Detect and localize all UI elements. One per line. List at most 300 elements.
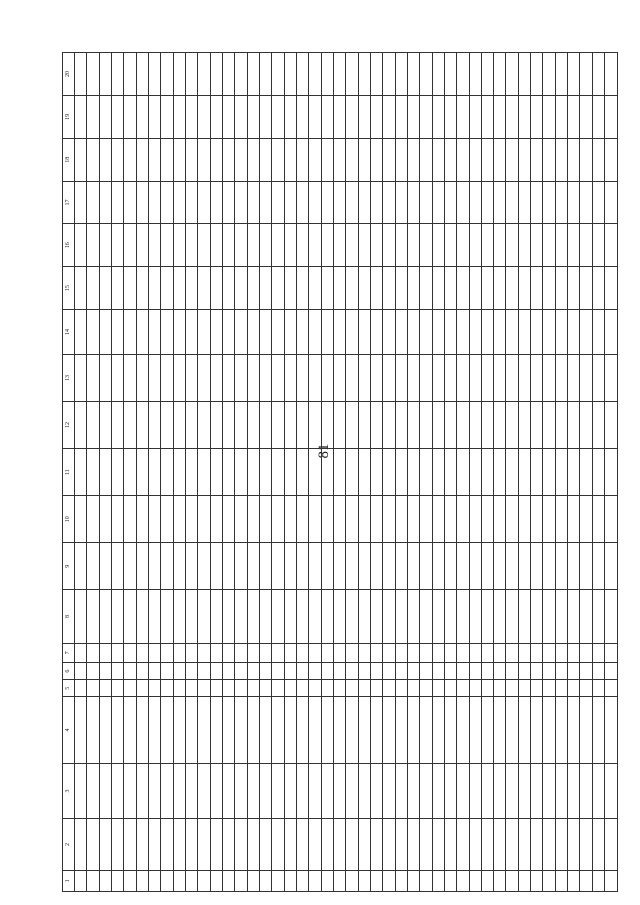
- table-cell: [543, 663, 555, 680]
- table-row: [296, 53, 308, 892]
- table-cell: [210, 224, 222, 267]
- table-cell: [395, 449, 407, 496]
- table-cell: [568, 309, 580, 354]
- table-cell: [370, 496, 382, 543]
- table-cell: [444, 590, 456, 644]
- table-cell: [444, 763, 456, 819]
- table-cell: [506, 680, 518, 697]
- table-cell: [185, 819, 197, 870]
- table-cell: [309, 496, 321, 543]
- table-row: [333, 53, 345, 892]
- table-cell: [198, 870, 210, 891]
- table-cell: [111, 763, 123, 819]
- table-cell: [432, 309, 444, 354]
- table-cell: [555, 643, 567, 662]
- table-cell: [469, 53, 481, 96]
- table-cell: [506, 267, 518, 310]
- table-cell: [358, 309, 370, 354]
- table-cell: [432, 697, 444, 763]
- table-cell: [247, 763, 259, 819]
- table-cell: [99, 680, 111, 697]
- table-cell: [481, 53, 493, 96]
- table-cell: [543, 543, 555, 590]
- table-cell: [580, 401, 592, 448]
- column-number: 8: [63, 590, 75, 644]
- table-cell: [605, 763, 618, 819]
- table-cell: [555, 138, 567, 181]
- table-cell: [161, 680, 173, 697]
- table-cell: [333, 309, 345, 354]
- table-cell: [235, 138, 247, 181]
- table-cell: [531, 496, 543, 543]
- table-cell: [346, 354, 358, 401]
- table-cell: [173, 496, 185, 543]
- table-cell: [87, 354, 99, 401]
- table-cell: [506, 763, 518, 819]
- table-cell: [259, 53, 271, 96]
- table-cell: [185, 496, 197, 543]
- table-cell: [87, 663, 99, 680]
- table-cell: [173, 267, 185, 310]
- table-cell: [210, 543, 222, 590]
- table-cell: [75, 543, 87, 590]
- table-cell: [605, 543, 618, 590]
- table-cell: [148, 354, 160, 401]
- table-cell: [259, 680, 271, 697]
- table-cell: [235, 680, 247, 697]
- table-cell: [420, 267, 432, 310]
- column-number: 14: [63, 309, 75, 354]
- table-cell: [124, 496, 136, 543]
- table-cell: [580, 224, 592, 267]
- table-cell: [592, 870, 604, 891]
- table-cell: [605, 354, 618, 401]
- table-cell: [148, 496, 160, 543]
- table-cell: [592, 354, 604, 401]
- table-cell: [518, 697, 530, 763]
- table-cell: [469, 224, 481, 267]
- table-cell: [136, 401, 148, 448]
- table-cell: [185, 663, 197, 680]
- table-cell: [173, 354, 185, 401]
- table-cell: [296, 543, 308, 590]
- table-cell: [321, 181, 333, 224]
- table-cell: [148, 309, 160, 354]
- table-cell: [518, 819, 530, 870]
- table-cell: [161, 449, 173, 496]
- table-cell: [370, 819, 382, 870]
- table-cell: [407, 224, 419, 267]
- table-cell: [333, 763, 345, 819]
- table-cell: [161, 224, 173, 267]
- table-cell: [235, 763, 247, 819]
- table-cell: [383, 449, 395, 496]
- table-cell: [235, 401, 247, 448]
- table-cell: [358, 763, 370, 819]
- table-cell: [580, 680, 592, 697]
- table-cell: [383, 697, 395, 763]
- table-cell: [555, 449, 567, 496]
- table-cell: [210, 697, 222, 763]
- table-cell: [346, 819, 358, 870]
- table-cell: [136, 496, 148, 543]
- table-cell: [370, 224, 382, 267]
- table-cell: [99, 138, 111, 181]
- table-cell: [407, 138, 419, 181]
- table-cell: [235, 697, 247, 763]
- table-cell: [247, 697, 259, 763]
- table-cell: [296, 496, 308, 543]
- table-cell: [358, 819, 370, 870]
- table-cell: [259, 401, 271, 448]
- table-cell: [222, 95, 234, 138]
- table-cell: [198, 763, 210, 819]
- table-cell: [407, 643, 419, 662]
- table-cell: [444, 267, 456, 310]
- table-cell: [358, 449, 370, 496]
- table-cell: [506, 543, 518, 590]
- table-cell: [432, 401, 444, 448]
- table-cell: [210, 763, 222, 819]
- table-cell: [185, 643, 197, 662]
- table-cell: [469, 401, 481, 448]
- table-cell: [87, 496, 99, 543]
- table-cell: [555, 95, 567, 138]
- table-cell: [296, 53, 308, 96]
- table-cell: [87, 224, 99, 267]
- table-cell: [87, 53, 99, 96]
- table-cell: [370, 401, 382, 448]
- table-cell: [296, 697, 308, 763]
- table-cell: [333, 181, 345, 224]
- table-cell: [531, 95, 543, 138]
- table-cell: [346, 663, 358, 680]
- table-row: [457, 53, 469, 892]
- table-cell: [370, 870, 382, 891]
- table-cell: [555, 224, 567, 267]
- table-cell: [580, 354, 592, 401]
- table-cell: [592, 763, 604, 819]
- table-cell: [383, 354, 395, 401]
- table-cell: [555, 401, 567, 448]
- table-cell: [481, 496, 493, 543]
- table-cell: [605, 267, 618, 310]
- table-cell: [420, 181, 432, 224]
- table-cell: [185, 224, 197, 267]
- table-cell: [75, 181, 87, 224]
- table-cell: [198, 138, 210, 181]
- table-cell: [543, 449, 555, 496]
- table-cell: [531, 449, 543, 496]
- table-cell: [420, 543, 432, 590]
- table-cell: [87, 309, 99, 354]
- table-cell: [395, 763, 407, 819]
- table-cell: [568, 53, 580, 96]
- table-row: [75, 53, 87, 892]
- table-cell: [592, 590, 604, 644]
- table-row: [284, 53, 296, 892]
- table-cell: [333, 680, 345, 697]
- table-cell: [555, 870, 567, 891]
- table-cell: [407, 449, 419, 496]
- table-cell: [124, 449, 136, 496]
- table-cell: [543, 138, 555, 181]
- table-cell: [568, 181, 580, 224]
- table-cell: [444, 819, 456, 870]
- table-cell: [161, 53, 173, 96]
- table-cell: [543, 224, 555, 267]
- table-cell: [259, 870, 271, 891]
- table-cell: [185, 543, 197, 590]
- table-row: [247, 53, 259, 892]
- table-cell: [395, 680, 407, 697]
- table-cell: [309, 680, 321, 697]
- table-cell: [506, 53, 518, 96]
- table-cell: [148, 267, 160, 310]
- data-table: [62, 52, 618, 892]
- table-cell: [333, 53, 345, 96]
- table-cell: [432, 870, 444, 891]
- table-row: [531, 53, 543, 892]
- table-cell: [173, 590, 185, 644]
- table-cell: [321, 697, 333, 763]
- table-cell: [518, 401, 530, 448]
- table-cell: [370, 138, 382, 181]
- column-number: 20: [63, 53, 75, 96]
- table-cell: [506, 224, 518, 267]
- table-cell: [75, 53, 87, 96]
- table-cell: [148, 543, 160, 590]
- table-cell: [481, 819, 493, 870]
- table-cell: [161, 697, 173, 763]
- table-cell: [346, 181, 358, 224]
- table-cell: [210, 401, 222, 448]
- column-number: 5: [63, 680, 75, 697]
- table-cell: [321, 224, 333, 267]
- table-cell: [346, 401, 358, 448]
- table-cell: [309, 401, 321, 448]
- table-cell: [407, 95, 419, 138]
- table-cell: [148, 643, 160, 662]
- table-cell: [333, 697, 345, 763]
- table-cell: [259, 663, 271, 680]
- table-cell: [247, 267, 259, 310]
- table-cell: [321, 267, 333, 310]
- column-number: 18: [63, 138, 75, 181]
- table-cell: [605, 870, 618, 891]
- column-number: 16: [63, 224, 75, 267]
- table-cell: [444, 663, 456, 680]
- table-cell: [592, 663, 604, 680]
- table-cell: [198, 543, 210, 590]
- table-cell: [555, 663, 567, 680]
- table-cell: [136, 354, 148, 401]
- table-cell: [457, 267, 469, 310]
- table-cell: [259, 697, 271, 763]
- table-cell: [543, 680, 555, 697]
- table-cell: [296, 224, 308, 267]
- table-cell: [407, 590, 419, 644]
- table-row: [555, 53, 567, 892]
- table-cell: [87, 590, 99, 644]
- table-cell: [469, 590, 481, 644]
- table-cell: [457, 697, 469, 763]
- table-cell: [259, 138, 271, 181]
- table-cell: [469, 138, 481, 181]
- table-cell: [383, 53, 395, 96]
- table-cell: [235, 870, 247, 891]
- table-cell: [198, 496, 210, 543]
- table-cell: [481, 267, 493, 310]
- table-cell: [321, 138, 333, 181]
- table-cell: [296, 449, 308, 496]
- table-cell: [222, 496, 234, 543]
- table-cell: [518, 224, 530, 267]
- table-cell: [346, 138, 358, 181]
- table-cell: [469, 663, 481, 680]
- table-cell: [395, 543, 407, 590]
- table-row: [481, 53, 493, 892]
- column-number: 7: [63, 643, 75, 662]
- table-cell: [420, 354, 432, 401]
- table-cell: [75, 496, 87, 543]
- table-cell: [272, 680, 284, 697]
- table-cell: [358, 267, 370, 310]
- table-cell: [124, 181, 136, 224]
- table-cell: [506, 819, 518, 870]
- table-cell: [346, 680, 358, 697]
- table-cell: [173, 53, 185, 96]
- table-cell: [284, 763, 296, 819]
- table-cell: [370, 95, 382, 138]
- table-cell: [309, 449, 321, 496]
- table-cell: [210, 643, 222, 662]
- table-cell: [481, 543, 493, 590]
- table-cell: [432, 181, 444, 224]
- table-cell: [284, 590, 296, 644]
- table-cell: [444, 401, 456, 448]
- table-cell: [87, 870, 99, 891]
- table-cell: [580, 663, 592, 680]
- table-cell: [321, 496, 333, 543]
- table-cell: [321, 449, 333, 496]
- table-cell: [321, 680, 333, 697]
- table-cell: [420, 401, 432, 448]
- table-cell: [309, 643, 321, 662]
- table-cell: [247, 181, 259, 224]
- table-cell: [568, 401, 580, 448]
- table-cell: [333, 95, 345, 138]
- table-cell: [148, 181, 160, 224]
- table-cell: [87, 181, 99, 224]
- table-cell: [99, 643, 111, 662]
- table-cell: [432, 138, 444, 181]
- table-cell: [358, 643, 370, 662]
- table-cell: [309, 763, 321, 819]
- table-cell: [161, 819, 173, 870]
- table-cell: [395, 496, 407, 543]
- table-cell: [210, 590, 222, 644]
- table-cell: [309, 354, 321, 401]
- table-cell: [555, 181, 567, 224]
- table-cell: [173, 763, 185, 819]
- table-cell: [309, 53, 321, 96]
- table-cell: [358, 680, 370, 697]
- table-cell: [481, 95, 493, 138]
- table-cell: [543, 181, 555, 224]
- table-cell: [580, 763, 592, 819]
- table-cell: [284, 95, 296, 138]
- table-cell: [568, 819, 580, 870]
- table-row: [518, 53, 530, 892]
- column-number: 13: [63, 354, 75, 401]
- table-cell: [395, 819, 407, 870]
- table-cell: [469, 95, 481, 138]
- table-cell: [457, 309, 469, 354]
- table-cell: [518, 267, 530, 310]
- table-cell: [531, 680, 543, 697]
- table-cell: [605, 680, 618, 697]
- table-cell: [555, 309, 567, 354]
- table-row: [494, 53, 506, 892]
- table-cell: [346, 53, 358, 96]
- table-cell: [173, 138, 185, 181]
- table-cell: [247, 309, 259, 354]
- table-cell: [494, 763, 506, 819]
- table-cell: [592, 401, 604, 448]
- table-cell: [407, 543, 419, 590]
- table-cell: [555, 819, 567, 870]
- table-cell: [136, 224, 148, 267]
- table-cell: [568, 663, 580, 680]
- table-cell: [75, 224, 87, 267]
- table-cell: [506, 496, 518, 543]
- table-cell: [111, 663, 123, 680]
- table-cell: [420, 643, 432, 662]
- table-cell: [333, 643, 345, 662]
- table-cell: [284, 697, 296, 763]
- table-cell: [296, 643, 308, 662]
- table-cell: [161, 643, 173, 662]
- table-cell: [222, 401, 234, 448]
- table-cell: [407, 663, 419, 680]
- table-cell: [124, 53, 136, 96]
- table-cell: [457, 95, 469, 138]
- table-cell: [592, 643, 604, 662]
- table-cell: [99, 224, 111, 267]
- column-number: 12: [63, 401, 75, 448]
- table-cell: [87, 401, 99, 448]
- table-cell: [592, 496, 604, 543]
- table-cell: [420, 590, 432, 644]
- column-number: 1: [63, 870, 75, 891]
- table-cell: [198, 680, 210, 697]
- table-row: [235, 53, 247, 892]
- table-cell: [198, 53, 210, 96]
- table-cell: [543, 819, 555, 870]
- table-cell: [395, 697, 407, 763]
- table-cell: [272, 138, 284, 181]
- table-cell: [173, 543, 185, 590]
- table-cell: [407, 309, 419, 354]
- table-cell: [457, 643, 469, 662]
- table-cell: [75, 354, 87, 401]
- table-cell: [87, 138, 99, 181]
- table-cell: [568, 95, 580, 138]
- table-cell: [272, 496, 284, 543]
- table-row: [568, 53, 580, 892]
- table-cell: [296, 181, 308, 224]
